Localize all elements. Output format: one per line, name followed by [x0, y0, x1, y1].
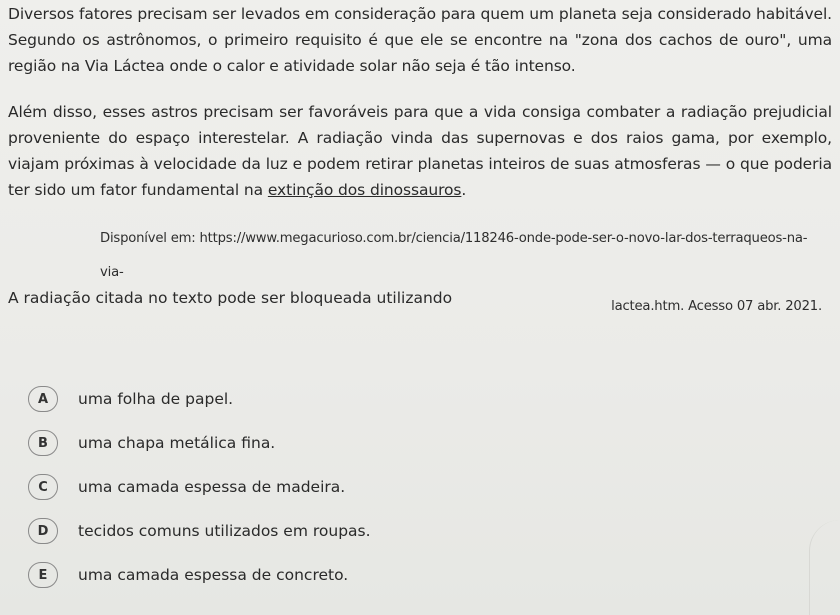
option-e-letter[interactable]: E [28, 562, 58, 588]
source-citation [100, 222, 822, 324]
option-a[interactable] [28, 386, 371, 412]
option-d[interactable] [28, 518, 371, 544]
option-a-letter[interactable]: A [28, 386, 58, 412]
question-stem: A radiação citada no texto pode ser bloqueada utilizando [8, 289, 453, 307]
option-c-text[interactable]: uma camada espessa de madeira. [78, 478, 346, 496]
paragraph-2-text: Além disso, esses astros precisam ser favoráveis para que a vida consiga combater a radiação prejudicial proveniente do espaço interestelar. A radiação vinda das supernovas e dos raios gama, por exemplo, viajam próximas à velocidade da luz e podem retirar planetas inteiros de suas atmosferas — o que poderia ter sido um fator fundamental na [8, 103, 832, 199]
answer-options [28, 386, 371, 606]
option-e[interactable] [28, 562, 371, 588]
option-c-letter[interactable]: C [28, 474, 58, 500]
extinction-link[interactable]: extinção dos dinossauros [267, 181, 462, 199]
option-e-text[interactable]: uma camada espessa de concreto. [78, 566, 349, 584]
option-d-letter[interactable]: D [28, 518, 58, 544]
option-d-text[interactable]: tecidos comuns utilizados em roupas. [78, 522, 371, 540]
option-a-text[interactable]: uma folha de papel. [78, 390, 234, 408]
page-edge-shadow [809, 520, 840, 615]
option-b-text[interactable]: uma chapa metálica fina. [78, 434, 276, 452]
paragraph-1: Diversos fatores precisam ser levados em consideração para quem um planeta seja considerado habitável. Segundo os astrônomos, o primeiro requisito é que ele se encontre na "zona dos cachos de ouro", uma região na Via Láctea onde o calor e atividade solar não seja é tão intenso. [8, 5, 832, 75]
option-c[interactable] [28, 474, 371, 500]
option-b-letter[interactable]: B [28, 430, 58, 456]
paragraph-2 [8, 99, 832, 203]
source-line-2: lactea.htm. Acesso 07 abr. 2021. [611, 299, 822, 314]
source-line-1: Disponível em: https://www.megacurioso.com.br/ciencia/118246-onde-pode-ser-o-novo-lar-dos-terraqueos-na-via- [100, 231, 808, 280]
paragraph-2-end: . [461, 181, 467, 199]
option-b[interactable] [28, 430, 371, 456]
